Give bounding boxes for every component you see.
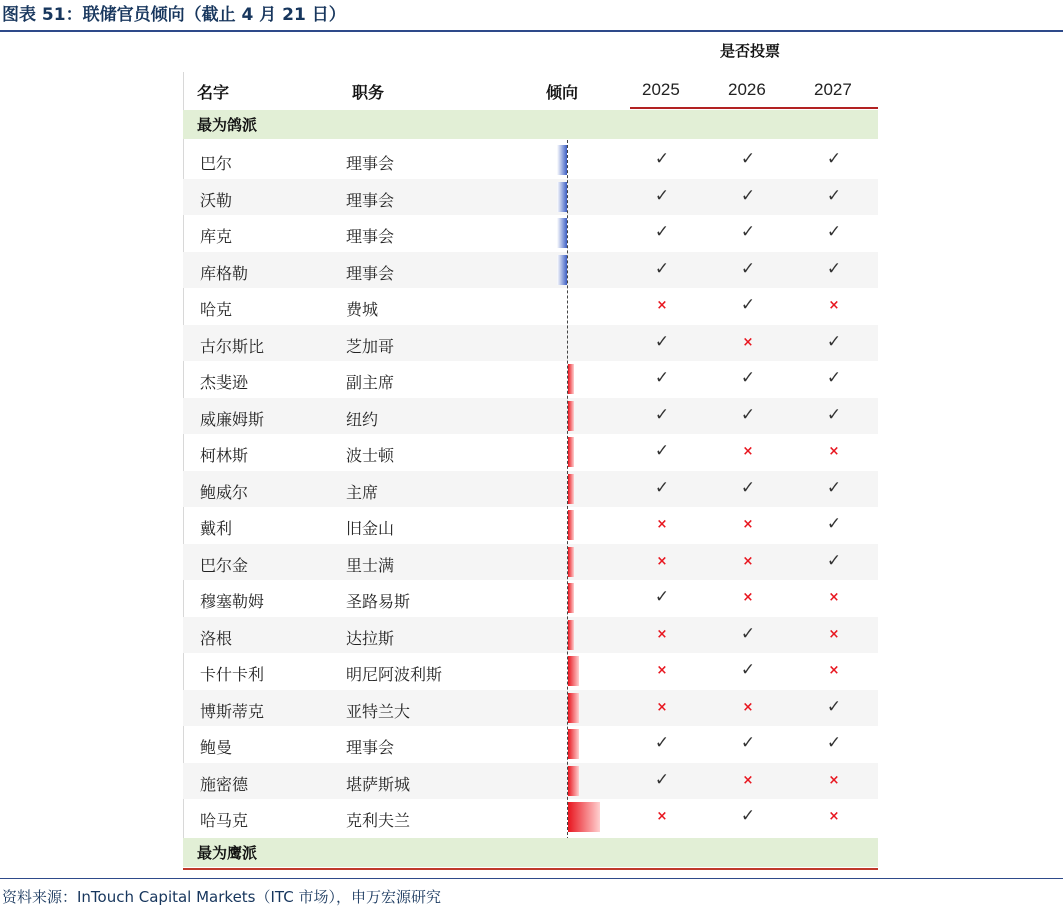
vote-no-icon: × (656, 663, 668, 678)
official-name: 鲍曼 (200, 738, 233, 757)
official-position: 理事会 (346, 190, 395, 210)
vote-yes-icon: ✓ (654, 149, 670, 169)
official-name: 杰斐逊 (200, 373, 249, 392)
table-row (183, 179, 878, 216)
lean-bar-hawkish (568, 729, 579, 759)
vote-no-icon: × (828, 663, 840, 678)
table-row (183, 507, 878, 544)
table-row (183, 544, 878, 581)
official-name: 巴尔金 (200, 555, 249, 575)
table-row (183, 325, 878, 362)
column-header-name: 名字 (197, 83, 230, 102)
vote-yes-icon: ✓ (654, 587, 670, 607)
vote-yes-icon: ✓ (740, 733, 756, 753)
vote-yes-icon: ✓ (826, 185, 842, 206)
vote-no-icon: × (828, 444, 840, 459)
table-row (183, 215, 878, 252)
vote-yes-icon: ✓ (740, 623, 756, 644)
official-position: 明尼阿波利斯 (346, 665, 443, 684)
official-name: 哈克 (200, 300, 233, 319)
official-position: 芝加哥 (346, 336, 395, 356)
vote-yes-icon: ✓ (654, 404, 670, 425)
official-position: 波士顿 (346, 446, 395, 465)
table-row (183, 763, 878, 800)
official-name: 哈马克 (200, 811, 249, 830)
vote-no-icon: × (656, 626, 668, 642)
official-position: 达拉斯 (346, 628, 395, 648)
vote-yes-icon: ✓ (654, 477, 670, 498)
column-header-year-2027: 2027 (814, 80, 852, 99)
vote-yes-icon: ✓ (826, 404, 842, 425)
column-header-year-2025: 2025 (642, 80, 680, 99)
official-name: 鲍威尔 (200, 482, 249, 502)
table-row (183, 252, 878, 289)
table-row (183, 361, 878, 398)
official-name: 沃勒 (200, 190, 233, 210)
vote-yes-icon: ✓ (740, 806, 756, 826)
official-position: 旧金山 (346, 519, 395, 538)
vote-no-icon: × (828, 772, 840, 788)
vote-no-icon: × (742, 772, 754, 788)
vote-no-icon: × (828, 626, 840, 642)
vote-yes-icon: ✓ (654, 733, 670, 753)
year-header-underline (630, 107, 878, 109)
vote-yes-icon: ✓ (826, 368, 842, 388)
official-name: 古尔斯比 (200, 336, 265, 356)
table-row (183, 288, 878, 325)
vote-no-icon: × (656, 517, 668, 532)
official-name: 洛根 (200, 628, 233, 648)
table-row (183, 726, 878, 763)
lean-bar-hawkish (568, 437, 574, 467)
vote-yes-icon: ✓ (826, 149, 842, 169)
table-bottom-rule (183, 868, 878, 870)
vote-group-header: 是否投票 (719, 42, 780, 60)
vote-no-icon: × (828, 298, 840, 313)
column-header-lean: 倾向 (546, 83, 579, 102)
official-position: 理事会 (346, 263, 395, 283)
vote-yes-icon: ✓ (826, 696, 842, 717)
vote-yes-icon: ✓ (826, 514, 842, 534)
official-name: 穆塞勒姆 (200, 592, 265, 611)
lean-bar-dovish (557, 255, 567, 285)
table-row (183, 471, 878, 508)
vote-no-icon: × (742, 334, 754, 350)
vote-yes-icon: ✓ (826, 477, 842, 498)
table-row (183, 398, 878, 435)
lean-bar-hawkish (568, 510, 574, 540)
band-most-hawkish-label: 最为鹰派 (197, 844, 258, 862)
lean-bar-hawkish (568, 474, 574, 504)
vote-yes-icon: ✓ (740, 185, 756, 206)
vote-yes-icon: ✓ (740, 404, 756, 425)
title-divider (0, 30, 1063, 32)
vote-no-icon: × (742, 699, 754, 715)
official-position: 里士满 (346, 555, 395, 575)
band-most-hawkish (183, 838, 878, 867)
official-name: 巴尔 (200, 154, 233, 173)
official-name: 戴利 (200, 519, 233, 538)
vote-yes-icon: ✓ (826, 550, 842, 571)
vote-yes-icon: ✓ (654, 185, 670, 206)
vote-no-icon: × (656, 809, 668, 824)
table-row (183, 142, 878, 179)
lean-bar-hawkish (568, 583, 574, 613)
official-name: 库克 (200, 227, 233, 246)
vote-yes-icon: ✓ (740, 368, 756, 388)
official-name: 威廉姆斯 (200, 409, 265, 429)
vote-no-icon: × (742, 444, 754, 459)
official-position: 圣路易斯 (346, 592, 411, 611)
lean-bar-hawkish (568, 656, 579, 686)
band-most-dovish-label: 最为鸽派 (197, 116, 258, 134)
vote-no-icon: × (742, 517, 754, 532)
column-header-year-2026: 2026 (728, 80, 766, 99)
official-position: 纽约 (346, 409, 379, 429)
official-position: 理事会 (346, 154, 395, 173)
source-divider (0, 878, 1063, 879)
vote-no-icon: × (742, 590, 754, 605)
table-row (183, 580, 878, 617)
official-name: 博斯蒂克 (200, 701, 265, 721)
vote-yes-icon: ✓ (826, 222, 842, 242)
table-row (183, 653, 878, 690)
lean-bar-hawkish (568, 364, 574, 394)
lean-bar-hawkish (568, 401, 574, 431)
lean-bar-hawkish (568, 620, 574, 650)
lean-bar-hawkish (568, 766, 579, 796)
vote-yes-icon: ✓ (826, 258, 842, 279)
vote-yes-icon: ✓ (654, 331, 670, 352)
official-position: 理事会 (346, 738, 395, 757)
table-row (183, 799, 878, 836)
vote-no-icon: × (656, 553, 668, 569)
vote-yes-icon: ✓ (740, 222, 756, 242)
official-position: 主席 (346, 482, 379, 502)
column-header-position: 职务 (352, 83, 385, 102)
vote-yes-icon: ✓ (826, 331, 842, 352)
vote-yes-icon: ✓ (740, 477, 756, 498)
vote-yes-icon: ✓ (740, 660, 756, 680)
vote-no-icon: × (828, 590, 840, 605)
vote-no-icon: × (742, 553, 754, 569)
lean-bar-hawkish (568, 693, 579, 723)
vote-yes-icon: ✓ (654, 368, 670, 388)
vote-no-icon: × (656, 699, 668, 715)
lean-bar-dovish (557, 182, 567, 212)
figure-title: 图表 51：联储官员倾向（截止 4 月 21 日） (2, 5, 346, 25)
official-name: 卡什卡利 (200, 665, 265, 684)
official-position: 克利夫兰 (346, 811, 411, 830)
vote-no-icon: × (828, 809, 840, 824)
band-most-dovish (183, 110, 878, 139)
source-note: 资料来源：InTouch Capital Markets（ITC 市场），申万宏源研究 (2, 888, 441, 906)
vote-yes-icon: ✓ (654, 258, 670, 279)
official-name: 库格勒 (200, 263, 249, 283)
vote-yes-icon: ✓ (654, 441, 670, 461)
official-position: 费城 (346, 300, 379, 319)
vote-yes-icon: ✓ (826, 733, 842, 753)
vote-no-icon: × (656, 298, 668, 313)
official-position: 亚特兰大 (346, 701, 411, 721)
vote-yes-icon: ✓ (740, 295, 756, 315)
official-name: 柯林斯 (200, 446, 249, 465)
vote-yes-icon: ✓ (740, 149, 756, 169)
table-row (183, 434, 878, 471)
table-row (183, 690, 878, 727)
official-position: 理事会 (346, 227, 395, 246)
lean-bar-hawkish (568, 547, 574, 577)
vote-yes-icon: ✓ (654, 222, 670, 242)
official-position: 副主席 (346, 373, 395, 392)
table-row (183, 617, 878, 654)
vote-yes-icon: ✓ (654, 769, 670, 790)
lean-bar-dovish (557, 145, 567, 175)
official-position: 堪萨斯城 (346, 774, 411, 794)
official-name: 施密德 (200, 774, 249, 794)
lean-bar-dovish (557, 218, 567, 248)
vote-yes-icon: ✓ (740, 258, 756, 279)
lean-bar-hawkish (568, 802, 600, 832)
